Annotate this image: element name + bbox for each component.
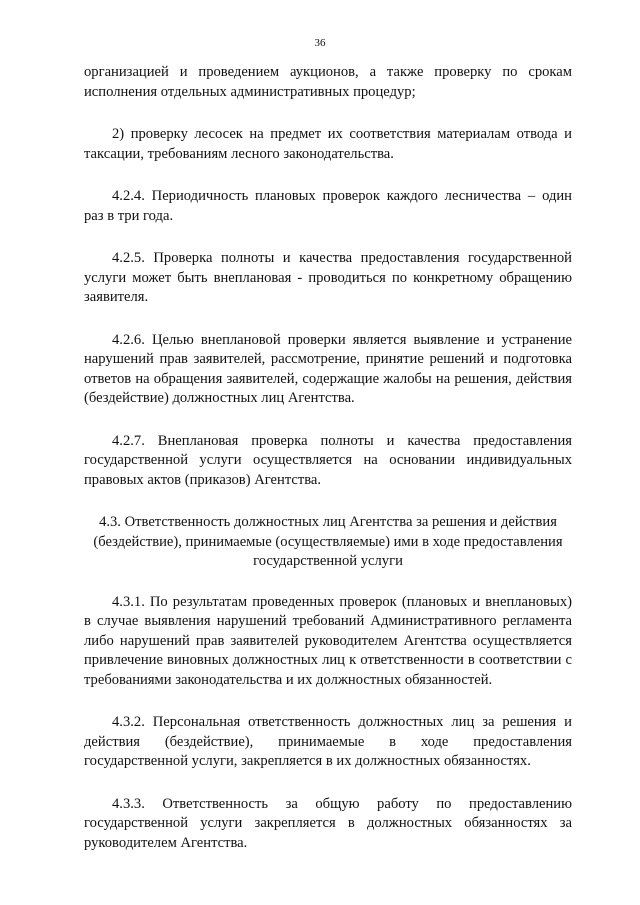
paragraph-continuation: организацией и проведением аукционов, а также проверку по срокам исполнения отдельных административных процедур; [84,64,572,100]
paragraph-4-2-4: 4.2.4. Периодичность плановых проверок каждого лесничества – один раз в три года. [84,188,572,224]
paragraph-4-2-6: 4.2.6. Целью внеплановой проверки является выявление и устранение нарушений прав заявителей, рассмотрение, принятие решений и подготовка ответов на обращения заявителей, содержащие жалобы на решения, действия (бездействие) должностных лиц Агентства. [84,331,572,406]
paragraph-4-2-5: 4.2.5. Проверка полноты и качества предоставления государственной услуги может быть внеплановая - проводиться по конкретному обращению заявителя. [84,250,572,305]
page-number: 36 [314,37,326,49]
document-body [84,63,572,876]
section-heading-4-3: 4.3. Ответственность должностных лиц Агентства за решения и действия (бездействие), принимаемые (осуществляемые) ими в ходе предоставления государственной услуги [93,514,563,569]
paragraph-4-3-3: 4.3.3. Ответственность за общую работу по предоставлению государственной услуги закрепляется в должностных обязанностях за руководителем Агентства. [84,795,572,851]
paragraph-4-2-7: 4.2.7. Внеплановая проверка полноты и качества предоставления государственной услуги осуществляется на основании индивидуальных правовых актов (приказов) Агентства. [84,432,572,488]
paragraph-4-3-1: 4.3.1. По результатам проведенных проверок (плановых и внеплановых) в случае выявления нарушений требований Административного регламента либо нарушений прав заявителей руководителем Агентства осуществляется привлечение виновных должностных лиц к ответственности в соответствии с требованиями законодательства и их должностных обязанностей. [84,593,572,688]
paragraph-item-2: 2) проверку лесосек на предмет их соответствия материалам отвода и таксации, требованиям лесного законодательства. [84,126,572,162]
paragraph-4-3-2: 4.3.2. Персональная ответственность должностных лиц за решения и действия (бездействие), принимаемые в ходе предоставления государственной услуги, закрепляется в их должностных обязанностях. [84,714,572,769]
